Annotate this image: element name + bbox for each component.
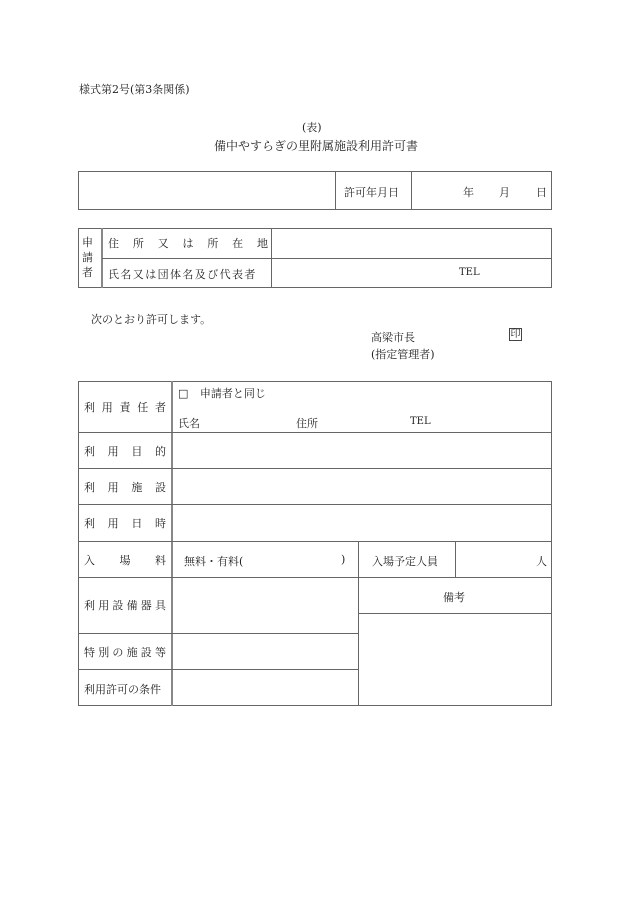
fee-label: 入 場 料 — [84, 554, 166, 567]
permit-month-label: 月 — [499, 186, 510, 199]
address-field[interactable] — [272, 229, 551, 258]
special-facilities-label: 特 別 の 施 設 等 — [84, 646, 166, 659]
equipment-label: 利 用 設 備 器 具 — [84, 599, 166, 612]
datetime-label: 利 用 日 時 — [84, 517, 166, 530]
attendees-unit: 人 — [536, 555, 547, 568]
permit-notice: 次のとおり許可します。 — [91, 313, 212, 326]
permit-date-label: 許可年月日 — [344, 186, 399, 199]
fee-value[interactable]: 無料・有料( — [184, 555, 244, 568]
issuer-mayor: 高梁市長 — [371, 331, 415, 344]
same-as-applicant-label: 申請者と同じ — [199, 387, 266, 400]
fee-close-paren: ) — [341, 553, 346, 566]
permit-day-label: 日 — [536, 186, 547, 199]
form-subtitle: (表) — [302, 121, 322, 134]
attendees-field[interactable] — [457, 542, 532, 577]
applicant-tel-label: TEL — [459, 267, 480, 278]
remarks-label: 備考 — [443, 591, 465, 604]
applicant-side-label: 申 請 者 — [82, 236, 93, 279]
equipment-field[interactable] — [173, 578, 358, 633]
name-field[interactable] — [272, 259, 551, 287]
facility-field[interactable] — [173, 469, 551, 504]
purpose-field[interactable] — [173, 433, 551, 468]
datetime-field[interactable] — [173, 505, 551, 541]
permit-year-label: 年 — [463, 186, 474, 199]
remarks-field[interactable] — [360, 614, 551, 705]
form-number: 様式第2号(第3条関係) — [79, 83, 190, 96]
responsible-tel-label: TEL — [410, 416, 431, 427]
seal-box: 印 — [510, 329, 521, 340]
permit-number-field[interactable] — [79, 172, 334, 209]
facility-label: 利 用 施 設 — [84, 481, 166, 494]
conditions-field[interactable] — [173, 670, 358, 705]
purpose-label: 利 用 目 的 — [84, 445, 166, 458]
page-title: 備中やすらぎの里附属施設利用許可書 — [214, 139, 419, 153]
attendees-label: 入場予定人員 — [372, 555, 438, 568]
responsible-name-label: 氏名 — [178, 417, 200, 430]
special-facilities-field[interactable] — [173, 634, 358, 669]
same-as-applicant-checkbox[interactable] — [178, 385, 266, 401]
issuer-manager: (指定管理者) — [371, 348, 435, 361]
checkbox-icon[interactable]: □ — [178, 387, 189, 400]
address-label: 住 所 又 は 所 在 地 — [108, 237, 268, 250]
conditions-label: 利用許可の条件 — [84, 683, 161, 696]
name-label: 氏名又は団体名及び代表者 — [108, 268, 257, 281]
responsible-label: 利 用 責 任 者 — [84, 401, 166, 414]
responsible-address-label: 住所 — [296, 417, 318, 430]
